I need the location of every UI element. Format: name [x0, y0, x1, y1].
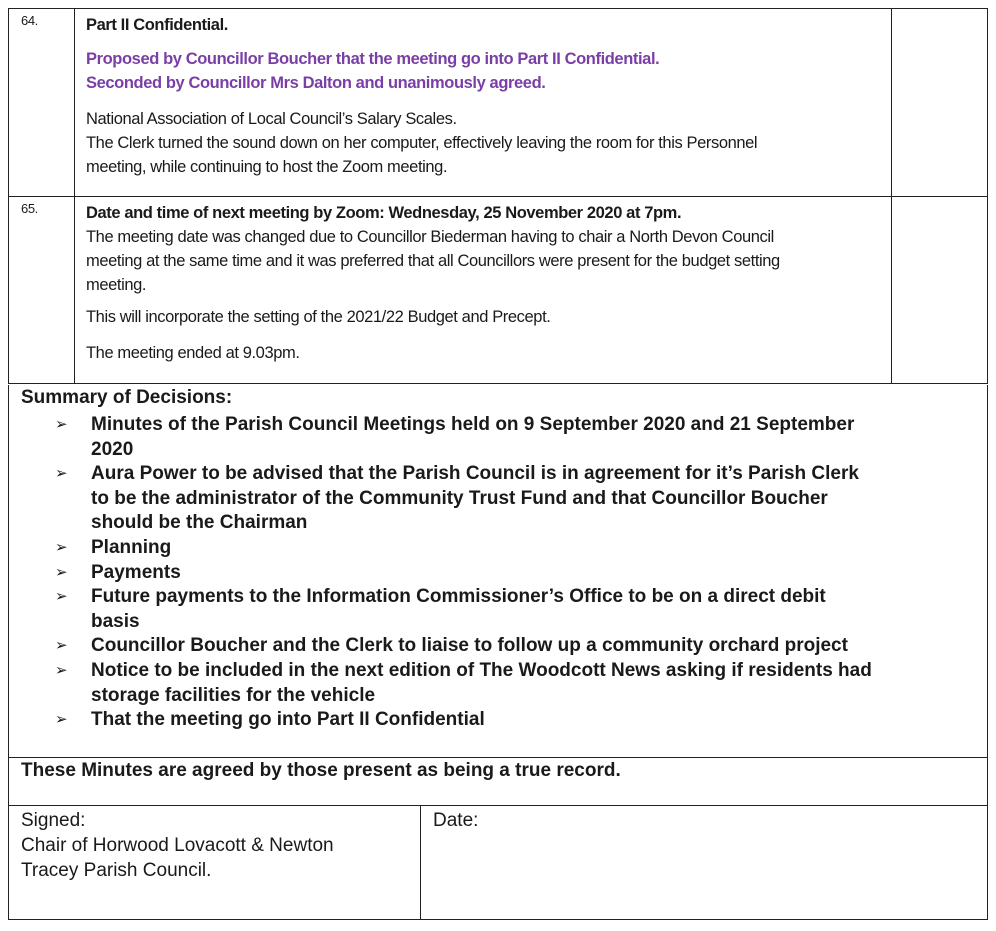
summary-title: Summary of Decisions:: [21, 387, 233, 408]
minute-number: 65.: [9, 197, 75, 383]
decision-text: basis: [91, 610, 140, 632]
motion-proposed: Proposed by Councillor Boucher that the meeting go into Part II Confidential.: [86, 50, 660, 68]
decision-item: [55, 536, 975, 561]
minute-text: meeting, while continuing to host the Zoom meeting.: [86, 158, 448, 176]
minute-heading: Date and time of next meeting by Zoom: Wednesday, 25 November 2020 at 7pm.: [86, 204, 682, 222]
budget-note: This will incorporate the setting of the 2021/22 Budget and Precept.: [86, 308, 551, 326]
minute-row-65: [9, 197, 987, 383]
arrow-bullet-icon: ➢: [55, 563, 68, 581]
agreed-statement: These Minutes are agreed by those present as being a true record.: [21, 760, 621, 781]
decision-item: [55, 708, 975, 733]
decision-text: 2020: [91, 438, 134, 460]
decision-text: Minutes of the Parish Council Meetings held on 9 September 2020 and 21 September: [91, 414, 855, 435]
decision-item: [55, 659, 975, 708]
arrow-bullet-icon: ➢: [55, 465, 68, 483]
arrow-bullet-icon: ➢: [55, 538, 68, 556]
motion-seconded: Seconded by Councillor Mrs Dalton and unanimously agreed.: [86, 74, 546, 92]
action-cell: [892, 197, 987, 383]
arrow-bullet-icon: ➢: [55, 661, 68, 679]
decision-item: [55, 585, 975, 634]
decision-text: Notice to be included in the next edition of The Woodcott News asking if residents had: [91, 659, 872, 681]
minute-body: [75, 9, 892, 196]
chair-line: Chair of Horwood Lovacott & Newton: [21, 835, 334, 856]
minute-text: The meeting date was changed due to Councillor Biederman having to chair a North Devon Council: [86, 228, 774, 246]
decision-item: [55, 561, 975, 586]
decision-text: should be the Chairman: [91, 512, 308, 534]
date-label: Date:: [433, 810, 479, 831]
agreed-statement-row: [8, 758, 988, 806]
signature-cell: [9, 806, 421, 919]
arrow-bullet-icon: ➢: [55, 711, 68, 729]
decision-text: Planning: [91, 536, 172, 558]
decision-text: Payments: [91, 561, 181, 583]
action-cell: [892, 9, 987, 196]
minutes-table: [8, 8, 988, 384]
decision-item: [55, 634, 975, 659]
decision-text: Future payments to the Information Commissioner’s Office to be on a direct debit: [91, 586, 826, 608]
date-cell: [421, 806, 987, 919]
minute-body: [75, 197, 892, 383]
decision-item: [55, 462, 975, 536]
arrow-bullet-icon: ➢: [55, 588, 68, 606]
decision-text: Councillor Boucher and the Clerk to liaise to follow up a community orchard project: [91, 635, 848, 657]
minute-number: 64.: [9, 9, 75, 196]
signed-label: Signed:: [21, 810, 86, 831]
minute-text: meeting at the same time and it was preferred that all Councillors were present for the budget setting: [86, 252, 780, 270]
minute-text: meeting.: [86, 276, 147, 294]
chair-line: Tracey Parish Council.: [21, 860, 212, 881]
summary-of-decisions: [8, 385, 988, 758]
decision-item: [55, 413, 975, 462]
arrow-bullet-icon: ➢: [55, 637, 68, 655]
decision-text: storage facilities for the vehicle: [91, 684, 376, 706]
minute-row-64: [9, 9, 987, 197]
meeting-ended-note: The meeting ended at 9.03pm.: [86, 344, 300, 362]
decision-list: [55, 413, 975, 733]
minute-text: The Clerk turned the sound down on her computer, effectively leaving the room for this Personnel: [86, 134, 758, 152]
decision-text: to be the administrator of the Community Trust Fund and that Councillor Boucher: [91, 487, 828, 509]
decision-text: That the meeting go into Part II Confidential: [91, 709, 485, 731]
minute-text: National Association of Local Council’s Salary Scales.: [86, 110, 457, 128]
minute-heading: Part II Confidential.: [86, 16, 228, 34]
decision-text: Aura Power to be advised that the Parish Council is in agreement for it’s Parish Clerk: [91, 463, 859, 485]
arrow-bullet-icon: ➢: [55, 416, 68, 433]
signature-block: [8, 806, 988, 920]
